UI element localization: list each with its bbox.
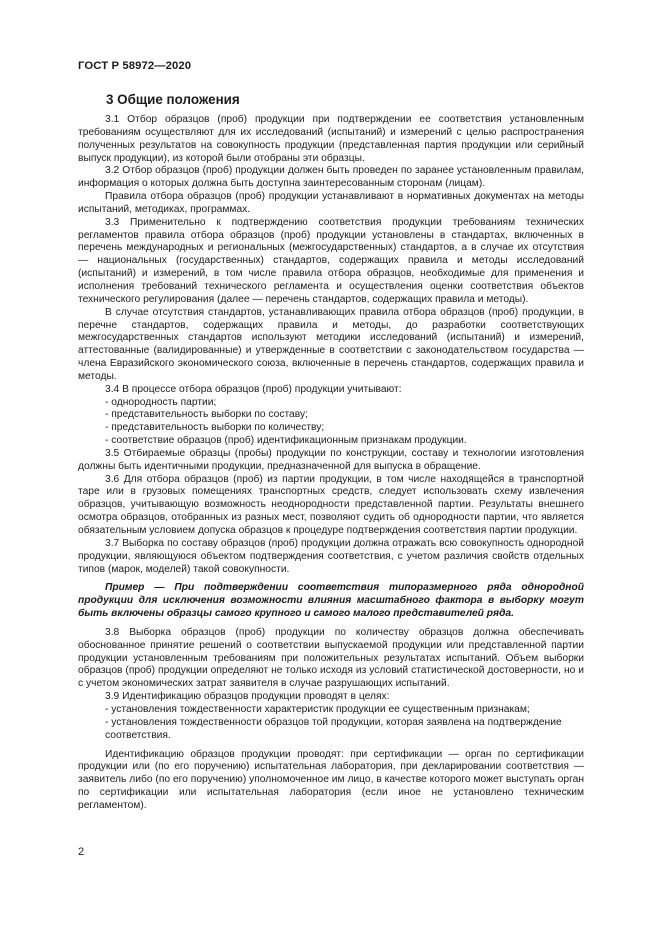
paragraph-3-1: 3.1 Отбор образцов (проб) продукции при подтверждении ее соответствия установленным требованиям осуществляют для их исследований (испытаний) и измерений с целью распространения полученных результатов на совокупность продукции (представленная партия продукции или серийный выпуск продукции), из которой были отобраны эти образцы. <box>78 114 584 164</box>
list-item: - соответствие образцов (проб) идентификационным признакам продукции. <box>105 435 467 447</box>
example-note: Пример — При подтверждении соответствия типоразмерного ряда однородной продукции для исключения возможности влияния масштабного фактора в выборку могут быть включены образцы самого крупного и самого малого представителей ряда. <box>78 582 584 620</box>
document-id-header: ГОСТ Р 58972—2020 <box>78 60 192 72</box>
section-title: 3 Общие положения <box>106 92 240 107</box>
paragraph-3-8: 3.8 Выборка образцов (проб) продукции по количеству образцов должна обеспечивать обоснованное принятие решений о соответствии выпускаемой продукции или представленной партии продукции установленным требованиям при положительных результатах испытаний. Объем выборки образцов (проб) продукции определяют не только исходя из условий статистической достоверности, но и с учетом экономических затрат заявителя в случае разрушающих испытаний. <box>78 626 584 690</box>
list-item: - установления тождественности образцов той продукции, которая заявлена на подтверждение соответствия. <box>105 716 562 741</box>
paragraph-3-2-rules: Правила отбора образцов (проб) продукции устанавливают в нормативных документах на методы испытаний, методиках, программах. <box>78 191 584 215</box>
list-item: - установления тождественности характеристик продукции ее существенным признакам; <box>105 703 530 715</box>
paragraph-3-2: 3.2 Отбор образцов (проб) продукции должен быть проведен по заранее установленным правилам, информация о которых должна быть доступна заинтересованным сторонам (лицам). <box>78 165 584 190</box>
paragraph-3-5: 3.5 Отбираемые образцы (пробы) продукции по конструкции, составу и технологии изготовления должны быть идентичными продукции, предназначенной для выпуска в обращение. <box>78 447 584 472</box>
paragraph-3-3-absence: В случае отсутствия стандартов, устанавливающих правила отбора образцов (проб) продукции, в перечне стандартов, содержащих правила и методы, до разработки соответствующих межгосударственных стандартов используют методики исследований (испытаний) и измерений, аттестованные (валидированные) и утвержденные в соответствии с законодательством государства — члена Евразийского экономического союза, включенные в перечень стандартов, содержащих правила и методы. <box>78 306 584 382</box>
paragraph-3-3: 3.3 Применительно к подтверждению соответствия продукции требованиям технических регламентов правила отбора образцов (проб) продукции установлены в стандартах, включенных в перечень международных и региональных (межгосударственных) стандартов, а в случае их отсутствия — национальных (государственных) стандартов, содержащих правила и методы исследований (испытаний) и измерений, в том числе правила отбора образцов, необходимые для применения и исполнения требований технического регламента и осуществления оценки соответствия объектов технического регулирования (далее — перечень стандартов, содержащих правила и методы). <box>78 216 584 305</box>
list-item: - представительность выборки по количеству; <box>105 422 325 434</box>
list-item: - представительность выборки по составу; <box>105 409 308 421</box>
page-number: 2 <box>78 846 85 858</box>
paragraph-3-4: 3.4 В процессе отбора образцов (проб) продукции учитывают: <box>105 383 402 395</box>
paragraph-3-6: 3.6 Для отбора образцов (проб) из партии продукции, в том числе находящейся в транспортной таре или в грузовых помещениях транспортных средств, следует использовать схему извлечения образцов, учитывающую возможность неоднородности представленной партии. Результаты внешнего осмотра образцов, отобранных из разных мест, позволяют судить об однородности партии, что является обязательным условием допуска образцов к процедуре подтверждения соответствия партии продукции. <box>78 473 584 536</box>
paragraph-3-9-identification: Идентификацию образцов продукции проводят: при сертификации — орган по сертификации продукции или (по его поручению) испытательная лаборатория, при декларировании соответствия — заявитель либо (по его поручению) уполномоченное им лицо, в качестве которого может выступать орган по сертификации или испытательная лаборатория (если иное не установлено техническим регламентом). <box>78 748 584 811</box>
paragraph-3-9: 3.9 Идентификацию образцов продукции проводят в целях: <box>105 691 390 703</box>
paragraph-3-7: 3.7 Выборка по составу образцов (проб) продукции должна отражать всю совокупность однородной продукции, являющуюся объектом подтверждения соответствия, с учетом различия свойств отдельных типов (марок, моделей) такой совокупности. <box>78 537 584 575</box>
section-body <box>78 114 584 813</box>
list-item: - однородность партии; <box>105 396 217 408</box>
